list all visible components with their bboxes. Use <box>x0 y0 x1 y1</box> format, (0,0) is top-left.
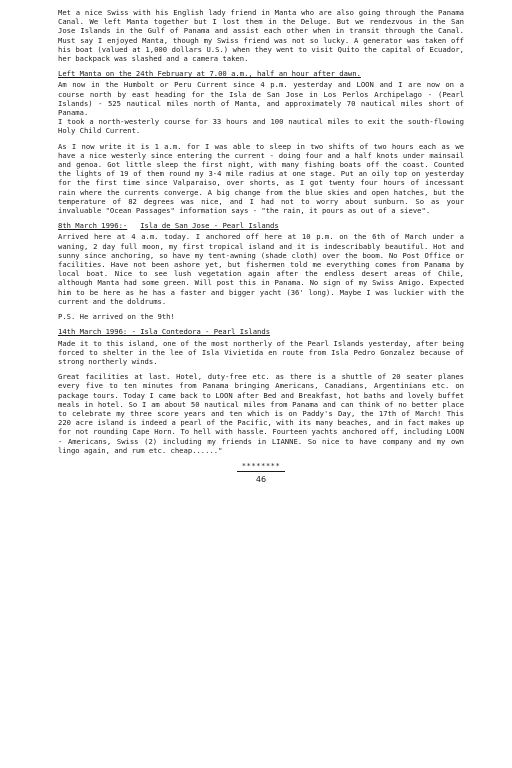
heading-text: Left Manta on the 24th February at 7.00 a.m., half an hour after dawn. <box>58 69 361 79</box>
heading-date: 8th March 1996:- <box>58 221 128 231</box>
paragraph-intro: Met a nice Swiss with his English lady friend in Manta who are also going through the Panama Canal. We left Manta together but I lost them in the Deluge. But we rendezvous in the San Jose Islands in the Gulf of Panama and assist each other when in transit through the Canal. Must say I enjoyed Manta, though my Swiss friend was not so lucky. A generator was taken off his boat (valued at 1,000 dollars U.S.) when they went to visit Quito the capital of Ecuador, her backpack was slashed and a camera taken. <box>58 8 464 64</box>
heading-place: Isla de San Jose - Pearl Islands <box>140 221 279 231</box>
section-separator-stars: ******** <box>241 460 281 470</box>
paragraph-arrival: Arrived here at 4 a.m. today. I anchored off here at 10 p.m. on the 6th of March under a waning, 2 day full moon, my first tropical island and it is indescribably beautiful. Hot and sunny since anchoring, so have my tent-awning (shade cloth) over the boom. No Post Office or facilities. Have not been ashore yet, but fishermen told me everything comes from Panama by local boat. Nice to see lush vegetation again after the endless desert areas of Chile, although Manta had some green. Will post this in Panama. No sign of my Swiss Amigo. Expected him to be here as he has a faster and bigger yacht (36' long). Maybe I was luckier with the current and the doldrums. <box>58 232 464 306</box>
footer-rule <box>237 471 285 472</box>
paragraph-ps: P.S. He arrived on the 9th! <box>58 312 175 322</box>
section-heading-contedora <box>58 327 464 336</box>
paragraph-made-it: Made it to this island, one of the most northerly of the Pearl Islands yesterday, after being forced to shelter in the lee of Isla Vivietida en route from Isla Pedro Gonzalez because of strong northerly winds. <box>58 338 464 366</box>
section-heading-left-manta <box>58 69 464 78</box>
paragraph-humbolt: Am now in the Humbolt or Peru Current since 4 p.m. yesterday and LOON and I are now on a course north by east heading for the Isla de San Jose in Los Perlos Archipelago - (Pearl Islands) - 525 nautical miles north of Manta, and approximately 70 nautical miles short of Panama. I took a north-westerly course for 33 hours and 100 nautical miles to exit the south-flowing Holy Child Current. <box>58 80 464 136</box>
paragraph-facilities: Great facilities at last. Hotel, duty-free etc. as there is a shuttle of 20 seater planes every five to ten minutes from Panama bringing Americans, Canadians, Argentinians etc. on package tours. Today I came back to LOON after Bed and Breakfast, hot baths and lovely buffet meals in hotel. So I am about 50 nautical miles from Panama and can think of no better place to celebrate my three score years and ten which is on Paddy's Day, the 17th of March! This 220 acre island is indeed a pearl of the Pacific, with its many beaches, and in fact makes up for not rounding Cape Horn. To hell with hassle. Fourteen yachts anchored off, including LOON - Americans, Swiss (2) including my friends in LIANNE. So nice to have company and my own lingo again, and rum etc. cheap......" <box>58 372 464 455</box>
section-heading-san-jose <box>58 221 464 230</box>
heading-text: 14th March 1996: - Isla Contedora - Pearl Islands <box>58 327 271 337</box>
page-number: 46 <box>255 475 267 485</box>
paragraph-night-sail: As I now write it is 1 a.m. for I was able to sleep in two shifts of two hours each as we have a nice westerly since entering the current - doing four and a half knots under mainsail and genoa. Got little sleep the first night, with many fishing boats off the coast. Counted the lights of 19 of them round my 3-4 mile radius at one stage. Put an oily top on yesterday for the first time since Valparaiso, over shorts, as I got twenty four hours of incessant rain where the currents converge. A big change from the blue skies and open hatches, but the temperature of 82 degrees was nice, and I had not to worry about sunburn. So as your invaluable "Ocean Passages" information says - "the rain, it pours as out of a sieve". <box>58 141 464 216</box>
